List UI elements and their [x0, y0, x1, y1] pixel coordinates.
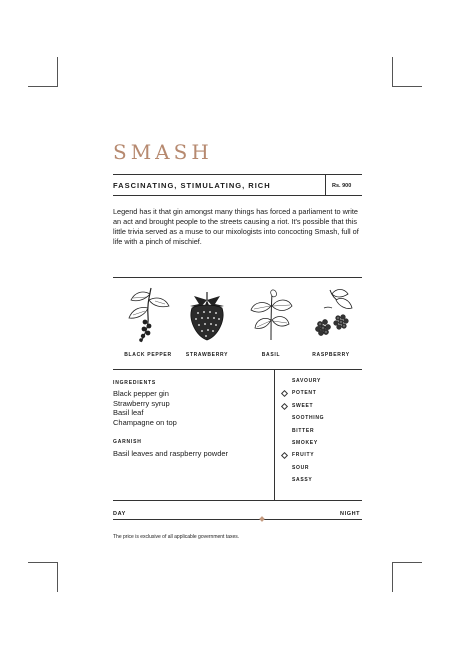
- divider: [274, 369, 275, 500]
- botanical-label: BLACK PEPPER: [124, 352, 172, 358]
- profile-label: SOUR: [292, 464, 310, 471]
- day-night-scale: [113, 519, 362, 520]
- garnish-label: GARNISH: [113, 439, 142, 445]
- black-pepper-icon: [123, 286, 173, 344]
- ingredients-list: [113, 389, 177, 427]
- divider: [113, 500, 362, 501]
- profile-label: FRUITY: [292, 452, 315, 459]
- botanical-label: BASIL: [261, 352, 281, 358]
- crop-mark: [28, 562, 58, 563]
- strawberry-icon: [182, 286, 232, 344]
- botanical-strawberry: [177, 286, 237, 358]
- page-title: SMASH: [113, 140, 213, 164]
- list-item: Champagne on top: [113, 417, 177, 427]
- diamond-marker-icon: [281, 390, 288, 397]
- scale-marker: [260, 516, 266, 522]
- profile-label: SAVOURY: [292, 378, 322, 384]
- diamond-marker-icon: [281, 452, 288, 459]
- profile-label: SMOKEY: [292, 440, 318, 446]
- crop-mark: [57, 57, 58, 87]
- raspberry-icon: [306, 286, 356, 344]
- basil-icon: [246, 286, 296, 344]
- profile-label: SWEET: [292, 402, 314, 409]
- crop-mark: [392, 57, 393, 87]
- price: Rs. 900: [332, 183, 352, 189]
- scale-right-label: NIGHT: [340, 511, 361, 517]
- crop-mark: [57, 562, 58, 592]
- divider: [325, 174, 326, 195]
- profile-label: POTENT: [292, 390, 317, 397]
- crop-mark: [392, 562, 393, 592]
- botanical-label: RASPBERRY: [312, 352, 350, 358]
- profile-label: SASSY: [292, 477, 313, 484]
- botanical-basil: [241, 286, 301, 358]
- crop-mark: [28, 86, 58, 87]
- tagline: FASCINATING, STIMULATING, RICH: [113, 181, 271, 190]
- list-item: Black pepper gin: [113, 389, 169, 398]
- divider: [113, 369, 362, 370]
- scale-left-label: DAY: [113, 511, 126, 517]
- profile-label: BITTER: [292, 427, 315, 434]
- divider: [113, 277, 362, 278]
- botanical-black-pepper: [118, 286, 178, 358]
- crop-mark: [392, 86, 422, 87]
- botanical-raspberry: [301, 286, 361, 358]
- footnote: The price is exclusive of all applicable government taxes.: [113, 534, 240, 540]
- list-item: Basil leaf: [113, 408, 144, 417]
- diamond-marker-icon: [281, 403, 288, 410]
- profile-label: SOOTHING: [292, 415, 325, 422]
- list-item: Strawberry syrup: [113, 398, 170, 408]
- garnish-text: Basil leaves and raspberry powder: [113, 449, 229, 458]
- botanical-label: STRAWBERRY: [185, 352, 229, 358]
- crop-mark: [392, 562, 422, 563]
- ingredients-label: INGREDIENTS: [113, 380, 156, 386]
- botanicals-row: [113, 286, 362, 366]
- divider: [113, 195, 362, 196]
- description: Legend has it that gin amongst many things has forced a parliament to write an act and brought people to the streets causing a riot. It's possible that this little trivia served as a muse to our mixologists into concocting Smash, full of life with a pinch of mischief.: [113, 207, 359, 246]
